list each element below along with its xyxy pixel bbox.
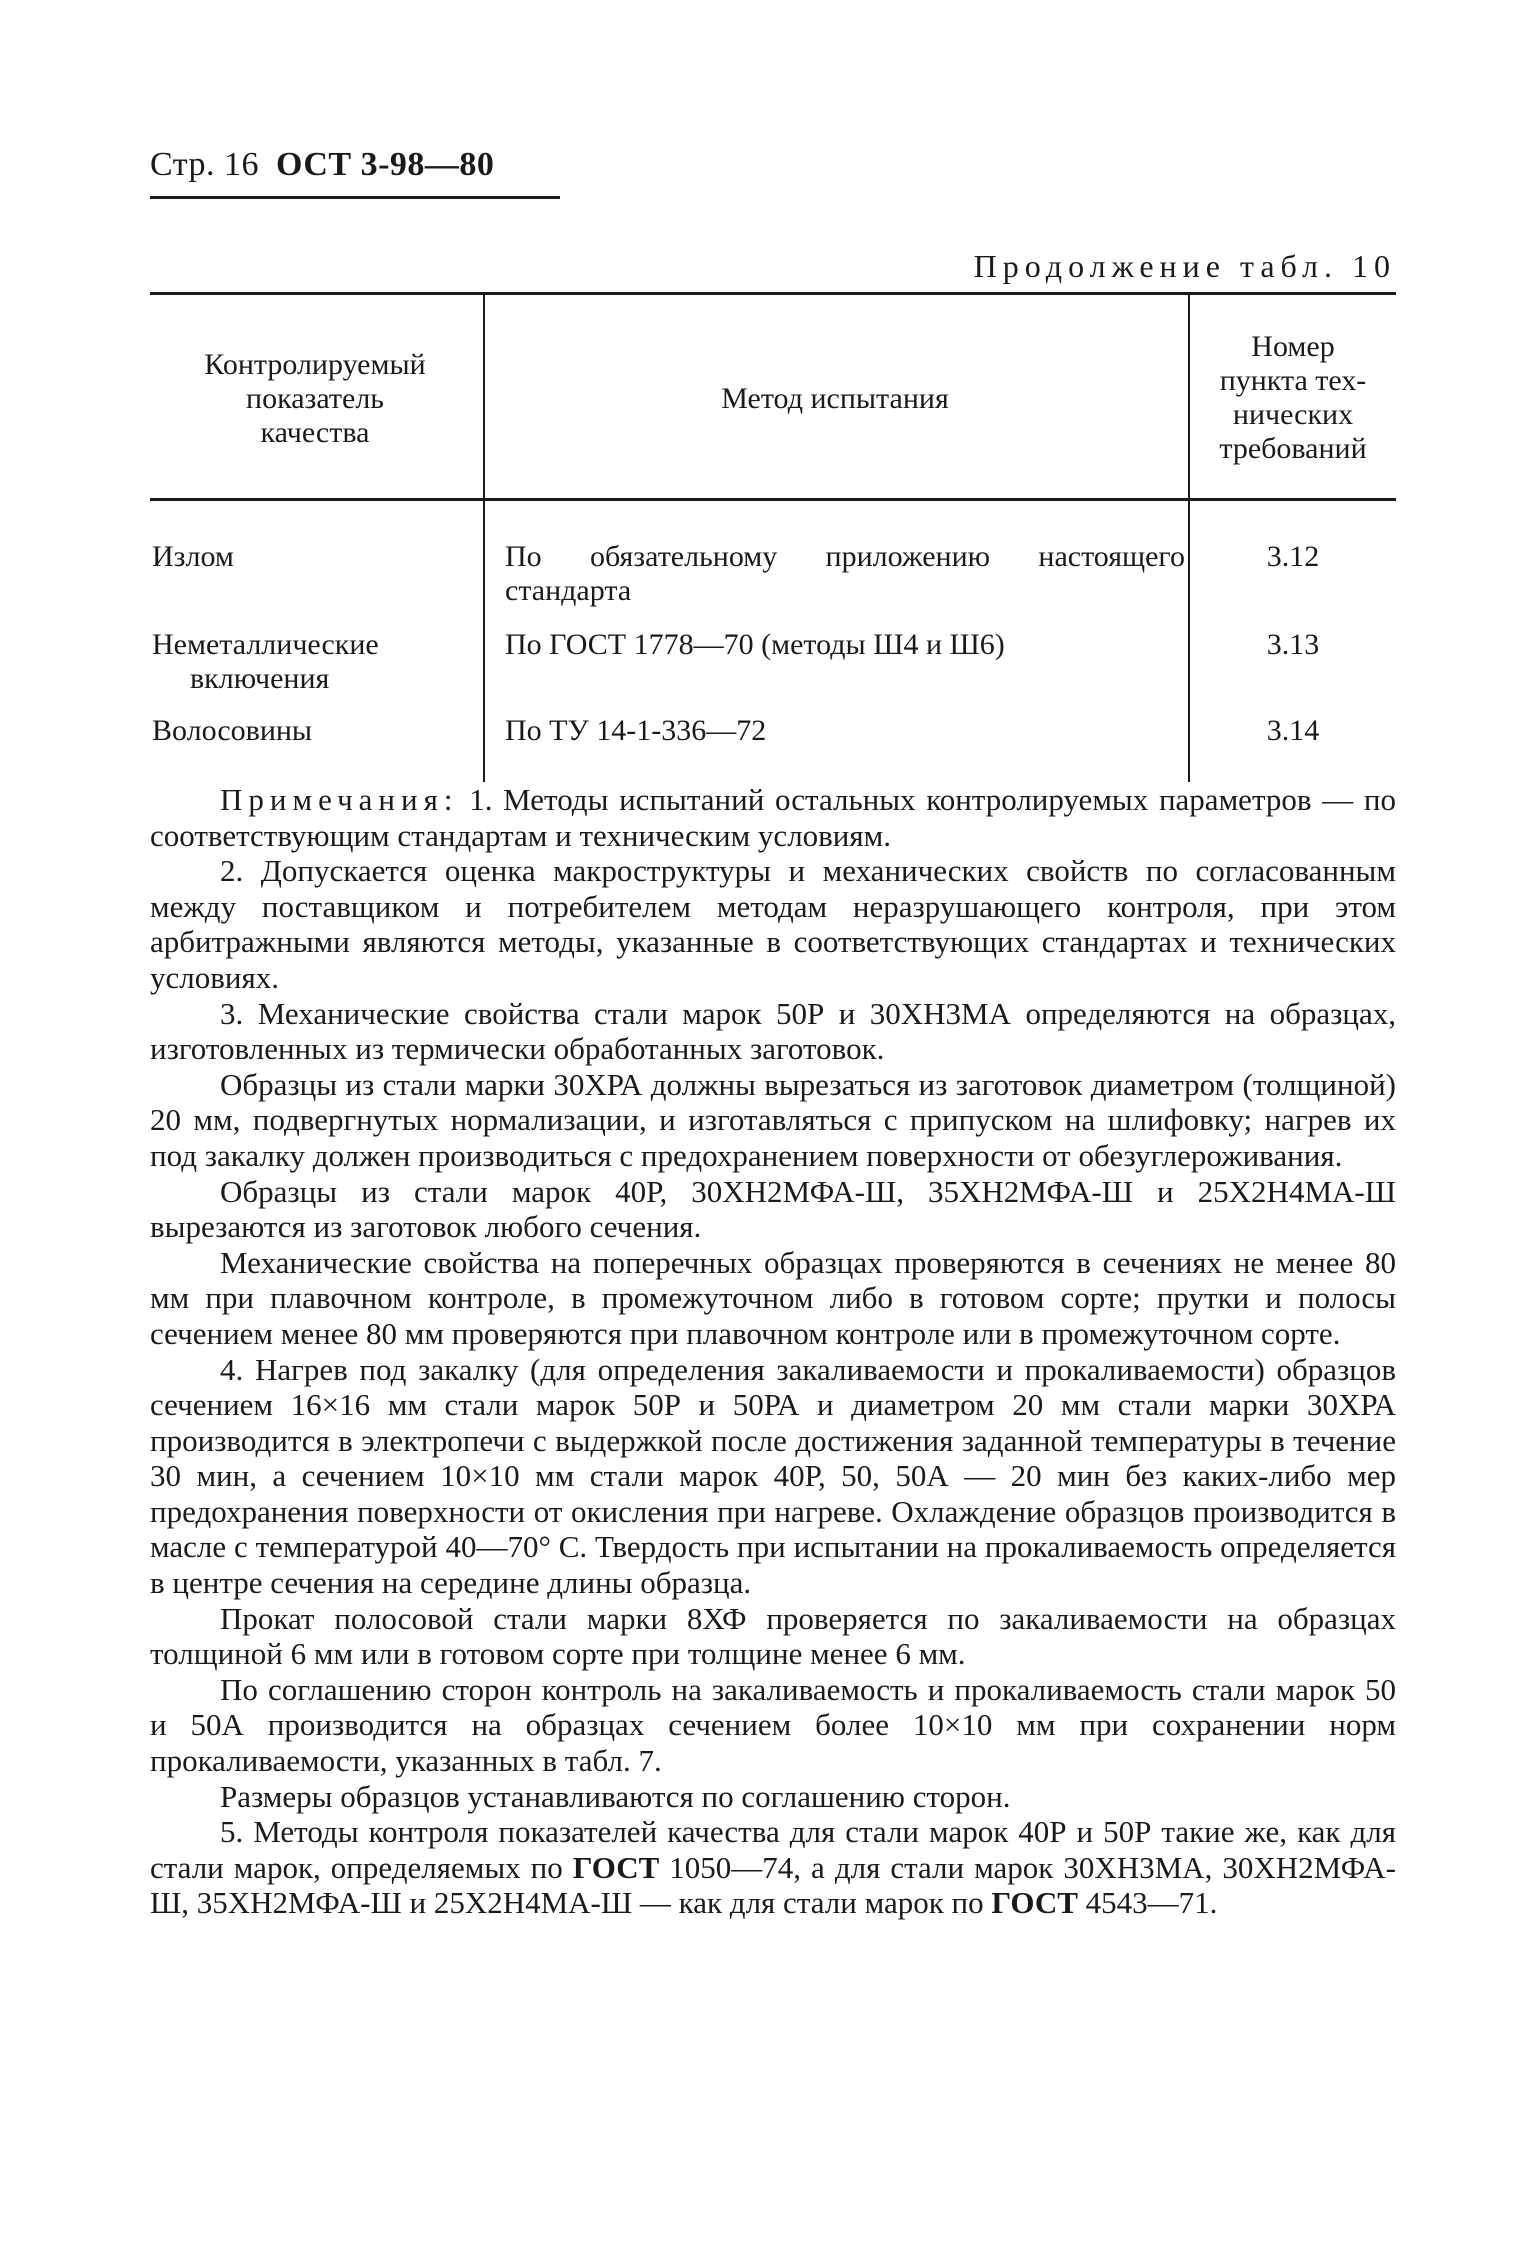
table-header-rule [150, 498, 1396, 501]
indicator-line: включения [190, 662, 330, 695]
note-5-text: 1050—74, а для стали марок 30ХН3МА, 30ХН2МФА-Ш, 35ХН2МФА-Ш и 25Х2Н4МА-Ш — как для стали марок по [150, 1849, 1397, 1921]
note-4-paragraph-b: По соглашению сторон контроль на закаливаемость и прокаливаемость стали марок 50 и 50А производится на образцах сечением более 10×10 мм при сохранении норм прокаливаемости, указанных в табл. 7. [150, 1671, 1396, 1779]
column-header-line: Контролируемый [204, 348, 426, 381]
standard-number: ОСТ 3-98—80 [276, 146, 495, 183]
page-header [150, 146, 494, 184]
note-5-text: 5. Методы контроля показателей качества для стали марок 40Р и 50Р такие же, как для стали марок, определяемых по [150, 1814, 1396, 1885]
column-header-line: показатель [246, 382, 384, 415]
column-header-line: качества [260, 416, 370, 449]
column-header-line: нических [1232, 398, 1354, 431]
note-4: 4. Нагрев под закалку (для определения закаливаемости и прокаливаемости) образцов сечением 16×16 мм стали марок 50Р и 50РА и диаметром 20 мм стали марки 30ХРА производится в электропечи с выдержкой после достижения заданной температуры в течение 30 мин, а сечением 10×10 мм стали марок 40Р, 50, 50А — 20 мин без каких-либо мер предохранения поверхности от окисления при нагреве. Охлаждение образцов производится в масле с температурой 40—70° С. Твердость при испытании на прокаливаемость определяется в центре сечения на середине длины образца. [150, 1351, 1396, 1601]
note-2: 2. Допускается оценка макроструктуры и механических свойств по согласованным между поставщиком и потребителем методам неразрушающего контроля, при этом арбитражными являются методы, указанные в соответствующих стандартах и технических условиях. [150, 853, 1396, 995]
note-5-text: 4543—71. [1077, 1885, 1218, 1921]
column-header-line: Номер [1251, 330, 1335, 363]
note-5 [150, 1814, 1396, 1921]
methods-table [150, 292, 1396, 782]
note-3: 3. Механические свойства стали марок 50Р и 30ХН3МА определяются на образцах, изготовленных из термически обработанных заготовок. [150, 995, 1396, 1067]
column-header-clause [1190, 330, 1396, 466]
column-header-method: Метод испытания [721, 382, 949, 415]
table-row-2-method: По ГОСТ 1778—70 (методы Ш4 и Ш6) [505, 628, 1005, 661]
table-row-1-method: По обязательному приложению настоящего стандарта [505, 540, 1185, 607]
column-header-line: требований [1219, 432, 1367, 465]
note-4-paragraph-a: Прокат полосовой стали марки 8ХФ проверяется по закаливаемости на образцах толщиной 6 мм или в готовом сорте при толщине менее 6 мм. [150, 1600, 1396, 1672]
notes-section [150, 782, 1396, 1921]
note-4-paragraph-c: Размеры образцов устанавливаются по соглашению сторон. [220, 1778, 1011, 1814]
table-top-rule [150, 292, 1396, 295]
note-3-paragraph-a: Образцы из стали марки 30ХРА должны вырезаться из заготовок диаметром (толщиной) 20 мм, подвергнутых нормализации, и изготавляться с припуском на шлифовку; нагрев их под закалку должен производиться с предохранением поверхности от обезуглероживания. [150, 1066, 1396, 1173]
table-row-2-clause: 3.13 [1266, 628, 1320, 661]
table-continuation-label: Продолжение табл. 10 [973, 248, 1396, 284]
notes-label: Примечания: [220, 782, 459, 817]
note-1 [150, 782, 1396, 853]
indicator-line: Неметаллические [152, 628, 379, 661]
table-row-1-clause: 3.12 [1266, 540, 1320, 573]
page-number: Стр. 16 [150, 146, 260, 183]
table-row-3-indicator: Волосовины [152, 714, 313, 747]
gost-reference: ГОСТ [991, 1885, 1078, 1921]
note-3-paragraph-b: Образцы из стали марок 40Р, 30ХН2МФА-Ш, 35ХН2МФА-Ш и 25Х2Н4МА-Ш вырезаются из заготовок любого сечения. [150, 1173, 1396, 1245]
column-header-line: пункта тех- [1219, 364, 1367, 397]
table-column-divider-1 [483, 292, 485, 782]
header-rule [150, 196, 560, 199]
table-row-3-clause: 3.14 [1266, 714, 1320, 747]
table-row-3-method: По ТУ 14-1-336—72 [505, 714, 767, 747]
table-row-1-indicator: Излом [152, 540, 234, 573]
note-1-text: 1. Методы испытаний остальных контролируемых параметров — по соответствующим стандартам и техническим условиям. [150, 782, 1396, 853]
table-row-2-indicator [152, 628, 482, 696]
gost-reference: ГОСТ [572, 1849, 660, 1885]
column-header-indicator [150, 348, 480, 450]
note-3-paragraph-c: Механические свойства на поперечных образцах проверяются в сечениях не менее 80 мм при плавочном контроле, в промежуточном либо в готовом сорте; прутки и полосы сечением менее 80 мм проверяются при плавочном контроле или в промежуточном сорте. [150, 1244, 1396, 1351]
